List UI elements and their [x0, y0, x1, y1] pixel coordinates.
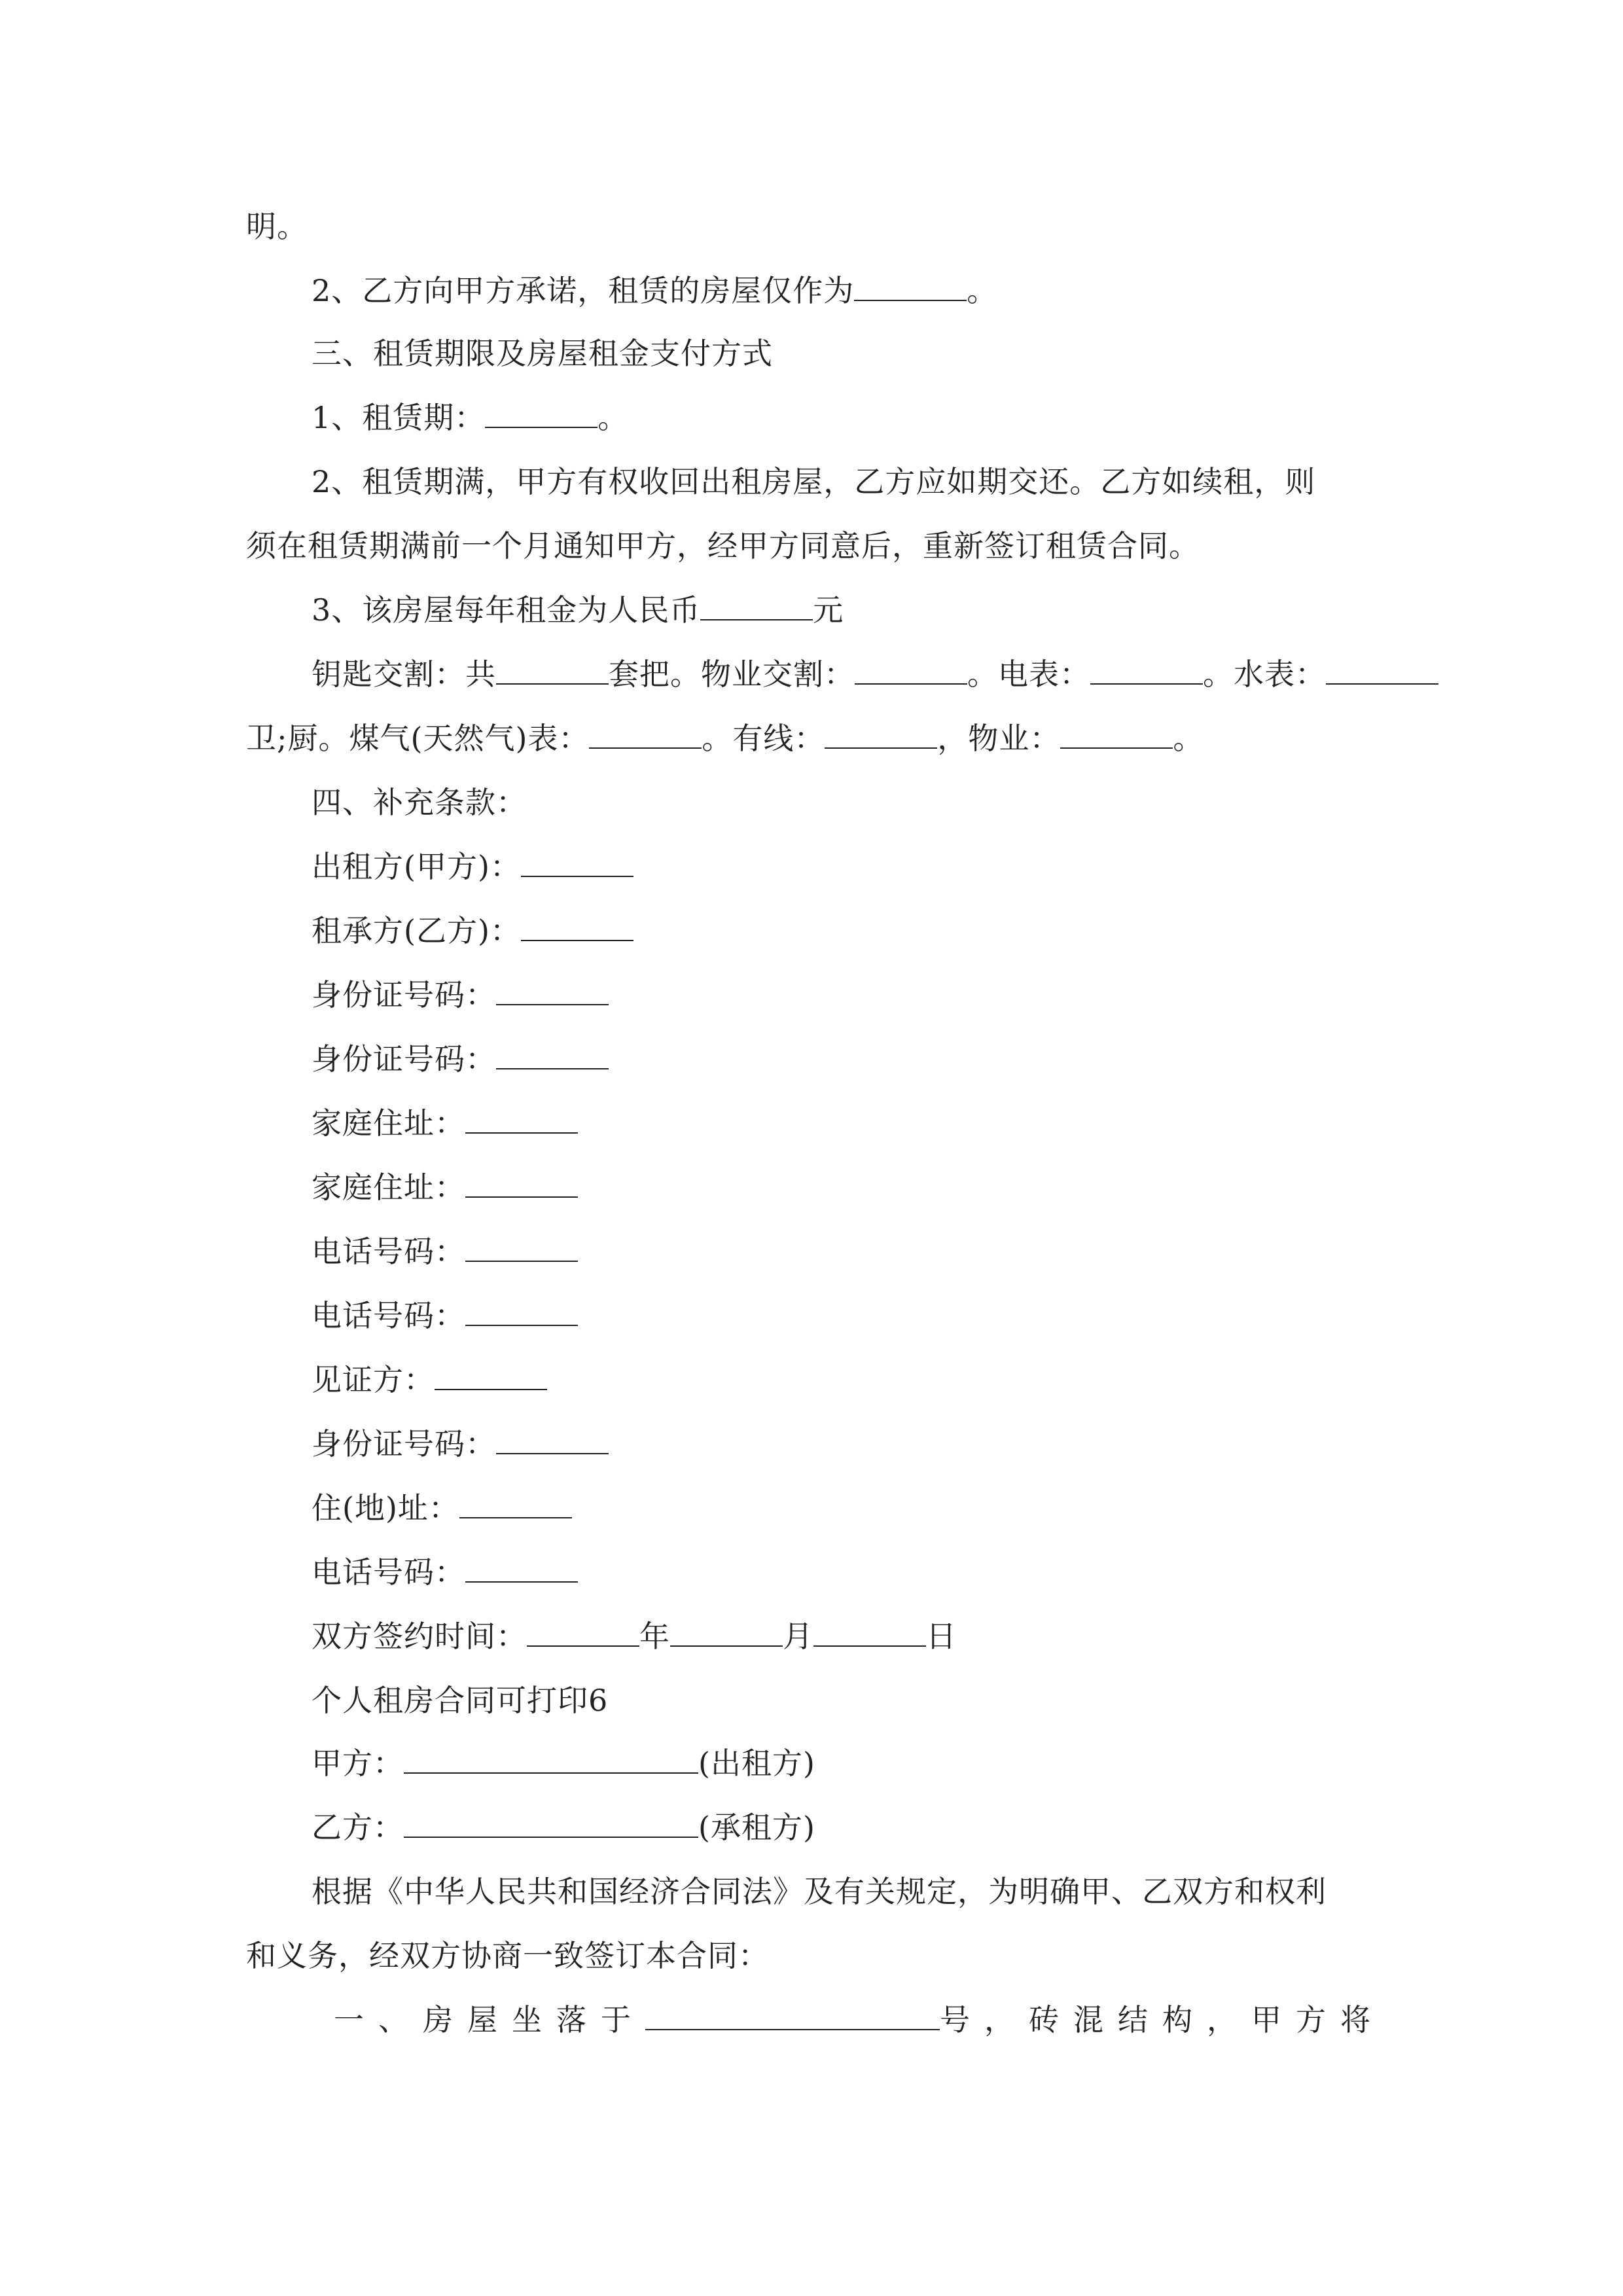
blank-field [825, 719, 937, 749]
blank-field [854, 271, 967, 301]
text-line: 1、租赁期： 。 [312, 398, 1378, 437]
text-line: 明。 [246, 209, 308, 244]
text-line: 根据《中华人民共和国经济合同法》及有关规定，为明确甲、乙双方和权利 [312, 1874, 1327, 1909]
blank-field [855, 655, 967, 685]
blank-field [589, 719, 702, 749]
blank-field [496, 1424, 609, 1454]
blank-field [465, 1103, 578, 1134]
text-line: 3、该房屋每年租金为人民币 元 [312, 590, 1378, 630]
form-line: 家庭住址： [312, 1103, 1378, 1143]
form-line: 电话号码： [312, 1552, 1378, 1592]
form-line: 甲方： (出租方) [312, 1744, 1378, 1783]
form-line: 身份证号码： [312, 975, 1378, 1014]
section-heading: 三、租赁期限及房屋租金支付方式 [312, 336, 773, 371]
blank-field [435, 1360, 547, 1390]
form-line: 住(地)址： [312, 1488, 1378, 1528]
text-line: 和义务，经双方协商一致签订本合同： [246, 1938, 769, 1973]
blank-field [496, 975, 609, 1005]
blank-field [465, 1168, 578, 1198]
blank-field [465, 1296, 578, 1326]
blank-field [1090, 655, 1203, 685]
blank-field [521, 847, 633, 877]
text-line: 钥匙交割：共 套把。物业交割： 。电表： 。水表： [312, 655, 1378, 694]
text-line: 一、房屋坐落于 号，砖混结构，甲方将 [334, 2000, 1381, 2039]
form-line: 见证方： [312, 1360, 1378, 1399]
blank-field [813, 1617, 926, 1647]
form-line: 租承方(乙方)： [312, 911, 1378, 950]
form-line: 出租方(甲方)： [312, 847, 1378, 886]
blank-field [527, 1617, 639, 1647]
text-line: 卫;厨。煤气(天然气)表： 。有线： ，物业： 。 [246, 719, 1378, 758]
text-line: 2、租赁期满，甲方有权收回出租房屋，乙方应如期交还。乙方如续租，则 [312, 464, 1316, 499]
blank-field [496, 655, 609, 685]
blank-field [700, 590, 813, 620]
form-line: 电话号码： [312, 1296, 1378, 1335]
blank-field [670, 1617, 783, 1647]
blank-field [645, 2000, 940, 2030]
blank-field [465, 1232, 578, 1262]
form-line: 家庭住址： [312, 1168, 1378, 1207]
blank-field [1060, 719, 1173, 749]
form-line: 乙方： (承租方) [312, 1808, 1378, 1847]
document-title: 个人租房合同可打印6 [312, 1683, 609, 1718]
blank-field [465, 1552, 578, 1583]
form-line: 身份证号码： [312, 1424, 1378, 1463]
text-line: 2、乙方向甲方承诺，租赁的房屋仅作为 。 [312, 271, 1378, 310]
blank-field [496, 1039, 609, 1069]
blank-field [404, 1744, 698, 1774]
blank-field [459, 1488, 572, 1518]
form-line: 电话号码： [312, 1232, 1378, 1271]
section-heading: 四、补充条款： [312, 785, 527, 820]
blank-field [485, 398, 597, 428]
blank-field [404, 1808, 698, 1838]
blank-field [521, 911, 633, 941]
form-line: 双方签约时间： 年 月 日 [312, 1617, 1378, 1656]
blank-field [1326, 655, 1438, 685]
form-line: 身份证号码： [312, 1039, 1378, 1079]
text-line: 须在租赁期满前一个月通知甲方，经甲方同意后，重新签订租赁合同。 [246, 528, 1200, 564]
